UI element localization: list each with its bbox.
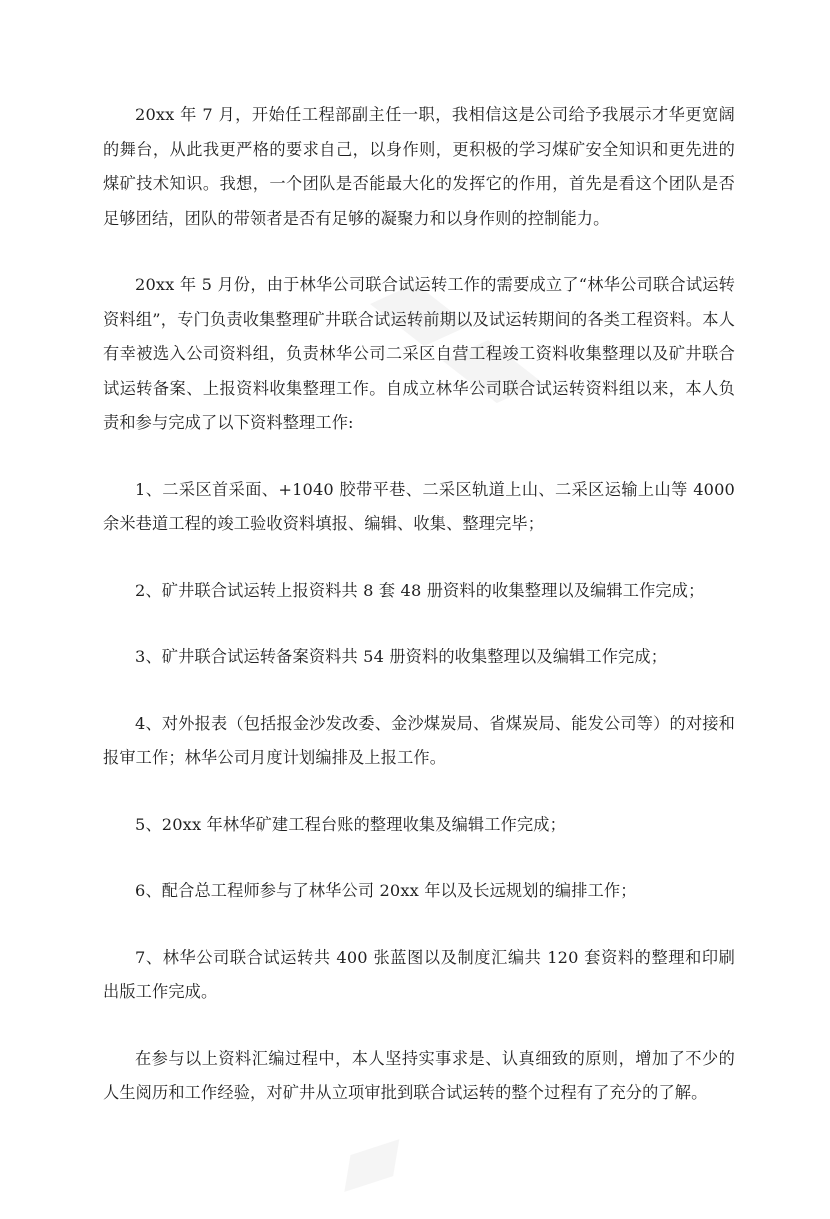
list-item-4: 4、对外报表（包括报金沙发改委、金沙煤炭局、省煤炭局、能发公司等）的对接和报审工作；林华公司月度计划编排及上报工作。 <box>103 713 735 767</box>
paragraph-data-group: 20xx 年 5 月份，由于林华公司联合试运转工作的需要成立了“林华公司联合试运转资料组”，专门负责收集整理矿井联合试运转前期以及试运转期间的各类工程资料。本人有幸被选入公司资料组，负责林华公司二采区自营工程竣工资料收集整理以及矿井联合试运转备案、上报资料收集整理工作。自成立林华公司联合试运转资料组以来，本人负责和参与完成了以下资料整理工作: <box>103 275 735 432</box>
list-item-6: 6、配合总工程师参与了林华公司 20xx 年以及长远规划的编排工作； <box>135 881 637 900</box>
paragraph-conclusion: 在参与以上资料汇编过程中，本人坚持实事求是、认真细致的原则，增加了不少的人生阅历和工作经验，对矿井从立项审批到联合试运转的整个过程有了充分的了解。 <box>103 1048 735 1102</box>
list-item-2: 2、矿井联合试运转上报资料共 8 套 48 册资料的收集整理以及编辑工作完成； <box>135 580 705 600</box>
paragraph-promotion: 20xx 年 7 月，开始任工程部副主任一职，我相信这是公司给予我展示才华更宽阔的舞台，从此我更严格的要求自己，以身作则，更积极的学习煤矿安全知识和更先进的煤矿技术知识。我想，一个团队是否能最大化的发挥它的作用，首先是看这个团队是否足够团结，团队的带领者是否有足够的凝聚力和以身作则的控制能力。 <box>103 105 735 228</box>
list-item-5: 5、20xx 年林华矿建工程台账的整理收集及编辑工作完成； <box>135 814 566 834</box>
list-item-7: 7、林华公司联合试运转共 400 张蓝图以及制度汇编共 120 套资料的整理和印刷出版工作完成。 <box>103 947 735 1001</box>
list-item-1: 1、二采区首采面、+1040 胶带平巷、二采区轨道上山、二采区运输上山等 4000余米巷道工程的竣工验收资料填报、编辑、收集、整理完毕； <box>103 479 735 533</box>
list-item-3: 3、矿井联合试运转备案资料共 54 册资料的收集整理以及编辑工作完成； <box>135 647 668 666</box>
document-body <box>103 98 735 1143</box>
